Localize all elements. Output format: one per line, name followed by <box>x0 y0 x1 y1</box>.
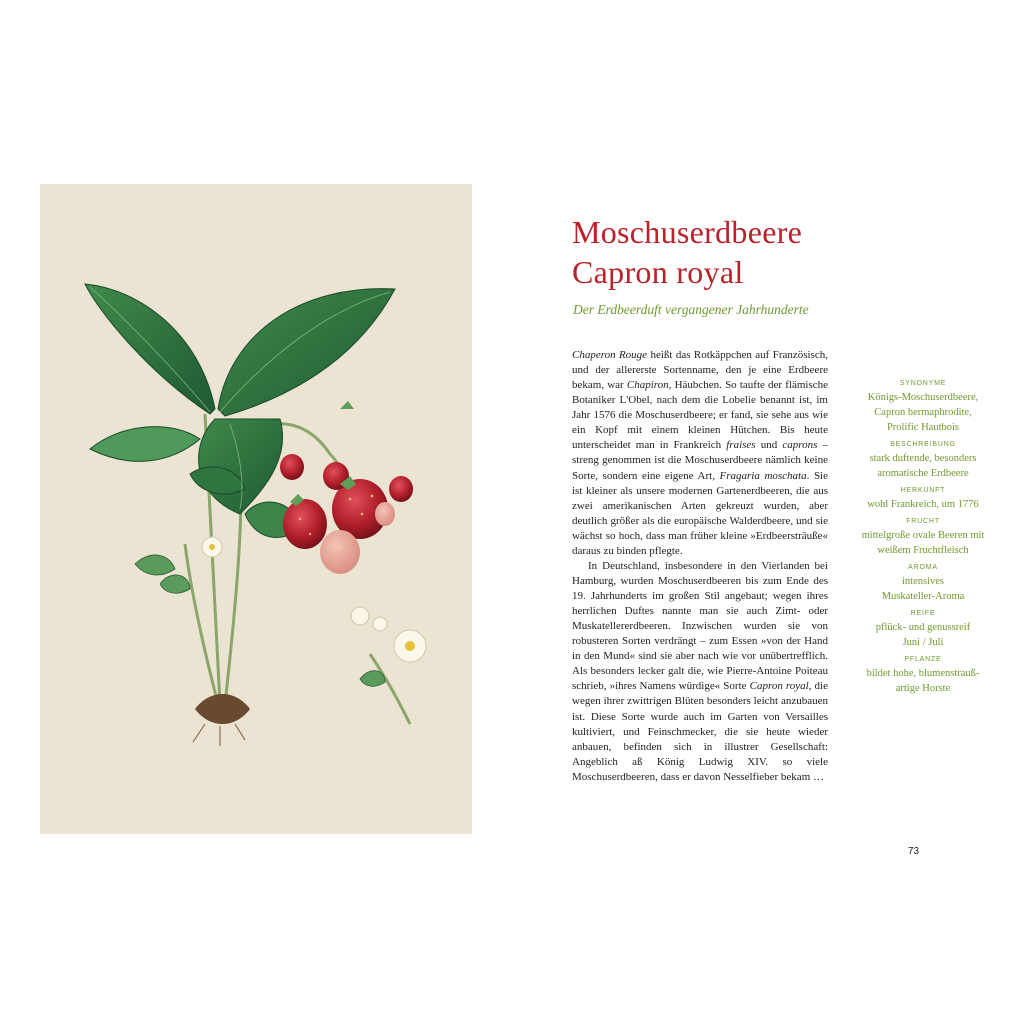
fact-label-synonyme: SYNONYME <box>899 380 947 387</box>
page-title <box>572 212 932 292</box>
fact-value-herkunft: wohl Frankreich, um 1776 <box>867 499 979 510</box>
page-subtitle: Der Erdbeerduft vergangener Jahrhunderte <box>573 302 809 317</box>
fact-label-frucht: FRUCHT <box>906 518 940 525</box>
title-line-1: Moschuserdbeere <box>572 214 803 250</box>
fact-value-pflanze: bildet hohe, blumenstrauß- artige Horste <box>866 668 980 694</box>
fact-label-reife: REIFE <box>910 610 936 617</box>
strawberry-plant-drawing <box>40 184 472 834</box>
fact-value-beschreibung: stark duftende, besonders aromatische Erdbeere <box>869 453 977 479</box>
fact-value-aroma: intensives Muskateller-Aroma <box>881 576 965 602</box>
fact-label-beschreibung: BESCHREIBUNG <box>890 441 956 448</box>
fact-label-aroma: AROMA <box>908 564 938 571</box>
fact-label-herkunft: HERKUNFT <box>900 487 946 494</box>
title-line-2: Capron royal <box>572 254 744 290</box>
paragraph-2: In Deutschland, insbesondere in den Vierlanden bei Hamburg, wurden Moschuserdbeeren bis zum Ende des 19. Jahrhunderts im großen Stil angebaut; wegen ihres herrlichen Duftes nannte man sie auch Zimt- oder Muskatellererdbeeren. Inzwischen wurden sie von robusteren Sorten verdrängt – zum Essen »von der Hand in den Mund« sind sie aber nach wie vor unübertrefflich. Als besonders lecker galt die, wie Pierre-Antoine Poiteau schrieb, »ihres Namens würdige« Sorte Capron royal, die wegen ihrer zwittrigen Blüten besonders leicht anzubauen ist. Diese Sorte wurde auch im Garten von Versailles kultiviert, und Feinschmecker, die sie heute wieder anbauen, befinden sich in illustrer Gesellschaft: Angeblich aß König Ludwig XIV. so viele Moschuserdbeeren, dass er davon Nesselfieber bekam … <box>572 559 828 783</box>
fact-value-frucht: mittelgroße ovale Beeren mit weißem Fruchtfleisch <box>861 530 985 556</box>
page-number: 73 <box>908 846 920 857</box>
fact-label-pflanze: PFLANZE <box>904 656 942 663</box>
paragraph-1: Chaperon Rouge heißt das Rotkäppchen auf Französisch, und der allererste Sortenname, den je eine Erdbeere bekam, war Chapiron, Häubchen. So taufte der flämische Botaniker L'Obel, nach dem die Lobelie benannt ist, im Jahr 1576 die Moschuserdbeere; er fand, sie sehe aus wie ein Kopf mit einem kleinen Hütchen. Bis heute unterscheidet man in Frankreich fraises und caprons – streng genommen ist die Moschuserdbeere nämlich keine Sorte, sondern eine eigene Art, Fragaria moschata. Sie ist kleiner als unsere modernen Gartenerdbeeren, die aus zwei amerikanischen Arten gekreuzt wurden, aber deutlich größer als die europäische Walderdbeere, und sie wächst so hoch, dass man früher kleine »Erdbeersträuße« daraus zu binden pflegte. <box>572 349 829 557</box>
fact-value-reife: pflück- und genussreif Juni / Juli <box>875 622 971 648</box>
variety-facts-sidebar <box>846 379 1000 696</box>
fact-value-synonyme: Königs-Moschuserdbeere, Capron hermaphrodite, Prolific Hautbois <box>867 392 979 433</box>
body-text <box>572 348 828 785</box>
botanical-illustration <box>40 184 472 834</box>
